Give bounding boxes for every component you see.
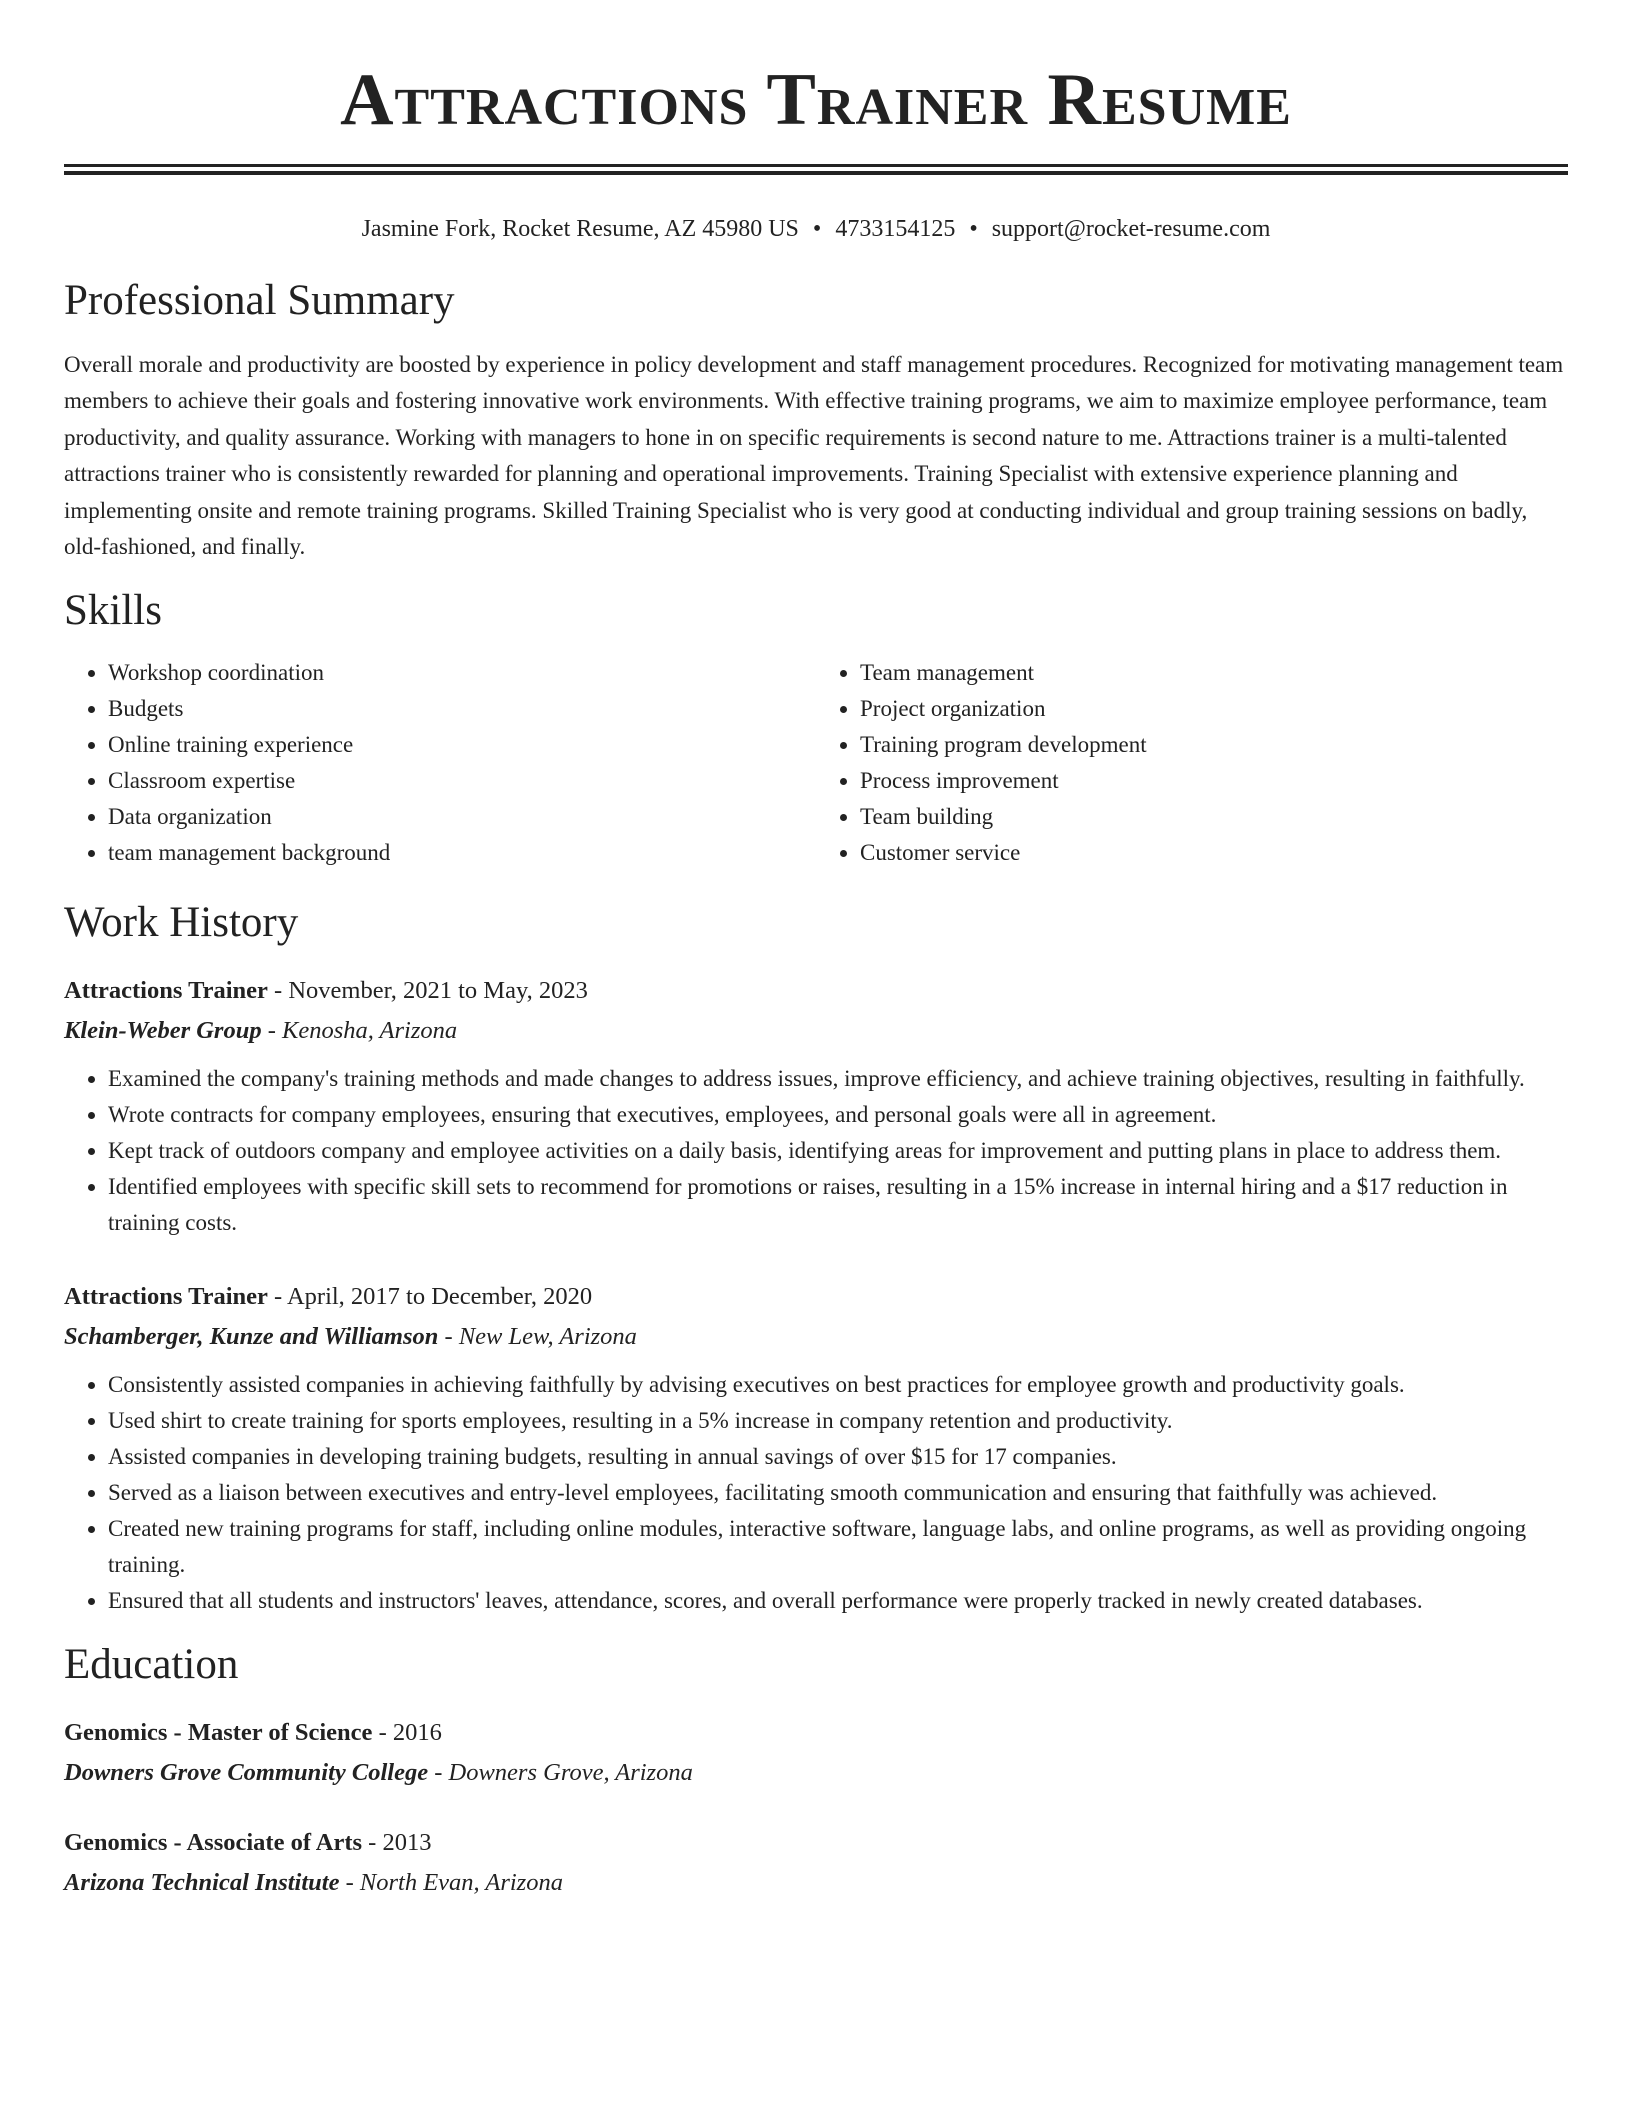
job-title-line: [64, 971, 1568, 1011]
school-location: - Downers Grove, Arizona: [428, 1759, 693, 1787]
job-bullet: • Served as a liaison between executives and entry-level employees, facilitating smooth communication and ensuring that faithfully was achieved.: [108, 1475, 1568, 1511]
education-heading: Education: [64, 1641, 239, 1689]
job-bullets: [64, 1061, 1568, 1241]
job-dates: - April, 2017 to December, 2020: [267, 1283, 593, 1311]
contact-phone: 4733154125: [835, 216, 956, 242]
contact-line: [64, 213, 1568, 245]
company-line: [64, 1317, 1568, 1357]
skill-item: • Project organization: [860, 691, 1568, 727]
contact-email: support@rocket-resume.com: [991, 216, 1271, 242]
skill-item: • team management background: [108, 835, 816, 871]
work-history-section: [64, 897, 1568, 1619]
degree-year: - 2013: [362, 1829, 432, 1857]
degree-name: Genomics - Master of Science: [64, 1719, 373, 1747]
degree-name: Genomics - Associate of Arts: [64, 1829, 363, 1857]
skills-columns: [64, 655, 1568, 871]
job-entry: [64, 971, 1568, 1241]
skill-item: • Data organization: [108, 799, 816, 835]
skill-item: • Process improvement: [860, 763, 1568, 799]
skill-item: • Budgets: [108, 691, 816, 727]
job-bullet: • Kept track of outdoors company and employee activities on a daily basis, identifying areas for improvement and putting plans in place to address them.: [108, 1133, 1568, 1169]
school-name: Arizona Technical Institute: [64, 1869, 340, 1897]
job-bullet: • Used shirt to create training for sports employees, resulting in a 5% increase in company retention and productivity.: [108, 1403, 1568, 1439]
job-bullet: • Identified employees with specific skill sets to recommend for promotions or raises, resulting in a 15% increase in internal hiring and a $17 reduction in training costs.: [108, 1169, 1568, 1241]
skills-list-left: [64, 655, 816, 871]
skill-item: • Team building: [860, 799, 1568, 835]
education-entry: [64, 1713, 1568, 1793]
job-bullets: [64, 1367, 1568, 1619]
school-location: - North Evan, Arizona: [339, 1869, 563, 1897]
skill-item: • Workshop coordination: [108, 655, 816, 691]
job-bullet: • Assisted companies in developing training budgets, resulting in annual savings of over $15 for 17 companies.: [108, 1439, 1568, 1475]
summary-heading: Professional Summary: [64, 277, 455, 324]
summary-section: [64, 275, 1568, 565]
school-line: [64, 1753, 1568, 1793]
job-title-line: [64, 1277, 1568, 1317]
school-name: Downers Grove Community College: [64, 1759, 429, 1787]
degree-year: - 2016: [372, 1719, 442, 1747]
school-line: [64, 1863, 1568, 1903]
contact-separator: •: [969, 216, 978, 242]
title-divider: [64, 164, 1568, 175]
job-title: Attractions Trainer: [64, 977, 268, 1005]
skills-section: [64, 585, 1568, 871]
job-bullet: • Wrote contracts for company employees, ensuring that executives, employees, and personal goals were all in agreement.: [108, 1097, 1568, 1133]
job-bullet: • Consistently assisted companies in achieving faithfully by advising executives on best practices for employee growth and productivity goals.: [108, 1367, 1568, 1403]
contact-address: Jasmine Fork, Rocket Resume, AZ 45980 US: [361, 216, 799, 242]
education-entry: [64, 1823, 1568, 1903]
company-name: Klein-Weber Group: [64, 1017, 262, 1045]
summary-text: Overall morale and productivity are boosted by experience in policy development and staff management procedures. Recognized for motivating management team members to achieve their goals and fostering innovative work environments. With effective training programs, we aim to maximize employee performance, team productivity, and quality assurance. Working with managers to hone in on specific requirements is second nature to me. Attractions trainer is a multi-talented attractions trainer who is consistently rewarded for planning and operational improvements. Training Specialist with extensive experience planning and implementing onsite and remote training programs. Skilled Training Specialist who is very good at conducting individual and group training sessions on badly, old-fashioned, and finally.: [64, 352, 1564, 560]
degree-line: [64, 1713, 1568, 1753]
skills-heading: Skills: [64, 587, 162, 635]
skill-item: • Online training experience: [108, 727, 816, 763]
company-location: - Kenosha, Arizona: [261, 1017, 458, 1045]
job-bullet: • Examined the company's training methods and made changes to address issues, improve efficiency, and achieve training objectives, resulting in faithfully.: [108, 1061, 1568, 1097]
company-location: - New Lew, Arizona: [438, 1323, 637, 1351]
job-entry: [64, 1277, 1568, 1619]
skill-item: • Training program development: [860, 727, 1568, 763]
job-bullet: • Created new training programs for staff, including online modules, interactive software, language labs, and online programs, as well as providing ongoing training.: [108, 1511, 1568, 1583]
resume-title: Attractions Trainer Resume: [340, 59, 1292, 141]
skills-list-right: [816, 655, 1568, 871]
job-bullet: • Ensured that all students and instructors' leaves, attendance, scores, and overall performance were properly tracked in newly created databases.: [108, 1583, 1568, 1619]
work-history-heading: Work History: [64, 899, 299, 947]
job-title: Attractions Trainer: [64, 1283, 268, 1311]
degree-line: [64, 1823, 1568, 1863]
skill-item: • Team management: [860, 655, 1568, 691]
education-section: [64, 1639, 1568, 1903]
skill-item: • Classroom expertise: [108, 763, 816, 799]
company-line: [64, 1011, 1568, 1051]
skill-item: • Customer service: [860, 835, 1568, 871]
job-dates: - November, 2021 to May, 2023: [267, 977, 588, 1005]
company-name: Schamberger, Kunze and Williamson: [64, 1323, 439, 1351]
contact-separator: •: [812, 216, 822, 242]
